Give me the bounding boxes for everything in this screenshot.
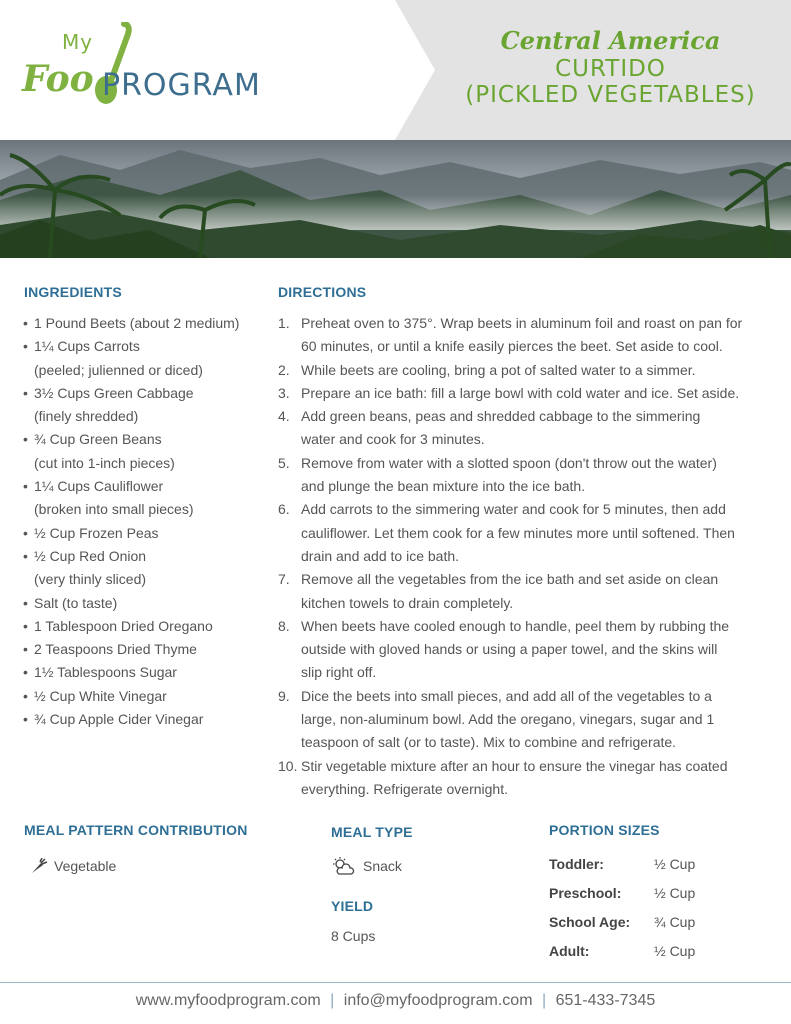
step-text: cauliflower. Let them cook for a few minutes more until softened. Then: [301, 524, 735, 541]
direction-step: [278, 359, 778, 382]
step-text: 60 minutes, or until a knife easily pierces the beet. Set aside to cool.: [301, 338, 723, 355]
step-number: 2.: [278, 361, 290, 378]
step-number: 6.: [278, 501, 290, 518]
logo-food: Foo: [22, 58, 94, 100]
step-number: 1.: [278, 315, 290, 331]
step-number: 5.: [278, 454, 290, 471]
direction-step: [278, 568, 778, 615]
ingredient-note: (cut into 1-inch pieces): [34, 454, 175, 471]
portion-sizes-heading: PORTION SIZES: [549, 822, 660, 838]
step-number: 8.: [278, 617, 290, 634]
header-chevron: [395, 0, 435, 140]
step-text: When beets have cooled enough to handle, peel them by rubbing the: [301, 617, 730, 634]
ingredient-item: [24, 592, 264, 615]
recipe-region: Central America: [500, 26, 721, 55]
direction-step: [278, 312, 778, 359]
recipe-title: [430, 26, 791, 108]
ingredient-text: 1 Pound Beets (about 2 medium): [34, 315, 240, 331]
step-text: slip right off.: [301, 664, 377, 681]
step-number: 4.: [278, 408, 290, 425]
ingredient-text: Salt (to taste): [34, 594, 118, 611]
ingredients-heading: INGREDIENTS: [24, 284, 122, 300]
step-number: 10.: [278, 757, 298, 774]
ingredient-text: 1¼ Cups Carrots: [34, 338, 140, 355]
direction-step: [278, 452, 778, 499]
portion-sizes-section: [549, 822, 779, 959]
page-footer: [0, 992, 791, 1010]
ingredient-text: ½ Cup Frozen Peas: [34, 524, 159, 541]
ingredient-item: [24, 335, 264, 382]
meal-type-item: [331, 856, 402, 876]
logo-my: My: [62, 30, 94, 54]
meal-pattern-section: [24, 822, 284, 874]
meal-pattern-label: Vegetable: [54, 858, 117, 874]
step-text: While beets are cooling, bring a pot of salted water to a simmer.: [301, 361, 696, 378]
step-text: Dice the beets into small pieces, and add all of the vegetables to a: [301, 687, 712, 704]
ingredient-text: 1¼ Cups Cauliflower: [34, 478, 164, 495]
ingredient-item: [24, 382, 264, 429]
direction-step: [278, 755, 778, 802]
bullet-icon: •: [23, 478, 28, 495]
direction-step: [278, 685, 778, 755]
bullet-icon: •: [23, 384, 28, 401]
directions-heading: DIRECTIONS: [278, 284, 367, 300]
phone-number[interactable]: 651-433-7345: [555, 992, 656, 1009]
step-number: 9.: [278, 687, 290, 704]
step-number: 7.: [278, 571, 290, 588]
ingredient-text: 3½ Cups Green Cabbage: [34, 384, 194, 401]
logo-program: PROGRAM: [102, 68, 261, 103]
ingredient-text: 2 Teaspoons Dried Thyme: [34, 641, 197, 658]
footer-separator: |: [330, 992, 335, 1009]
step-text: large, non-aluminum bowl. Add the oregano, vinegars, sugar and 1: [301, 711, 715, 728]
step-text: Preheat oven to 375°. Wrap beets in aluminum foil and roast on pan for: [301, 315, 743, 331]
portion-value: ¾ Cup: [654, 914, 696, 930]
portion-row: [549, 914, 695, 930]
ingredient-text: 1 Tablespoon Dried Oregano: [34, 617, 213, 634]
bullet-icon: •: [23, 431, 28, 448]
dish-name: CURTIDO: [555, 56, 666, 82]
yield-value: 8 Cups: [331, 928, 376, 944]
portion-label: School Age:: [549, 914, 631, 930]
bullet-icon: •: [23, 594, 28, 611]
step-text: Prepare an ice bath: fill a large bowl with cold water and ice. Set aside.: [301, 384, 740, 401]
ingredient-item: [24, 428, 264, 475]
bullet-icon: •: [23, 547, 28, 564]
step-text: Add green beans, peas and shredded cabbage to the simmering: [301, 408, 701, 425]
ingredient-text: ½ Cup Red Onion: [34, 547, 147, 564]
meal-pattern-item: [30, 858, 116, 874]
website-link[interactable]: www.myfoodprogram.com: [135, 992, 321, 1009]
direction-step: [278, 382, 778, 405]
portion-label: Toddler:: [549, 856, 604, 872]
bullet-icon: •: [23, 617, 28, 634]
ingredient-note: (peeled; julienned or diced): [34, 361, 203, 378]
sun-cloud-icon: [331, 856, 355, 876]
ingredient-item: [24, 661, 264, 684]
ingredient-item: [24, 638, 264, 661]
carrot-icon: [30, 858, 48, 874]
direction-step: [278, 498, 778, 568]
ingredient-text: ¾ Cup Apple Cider Vinegar: [34, 711, 204, 728]
ingredient-text: ½ Cup White Vinegar: [34, 687, 167, 704]
direction-step: [278, 405, 778, 452]
mountain-landscape-banner: [0, 140, 791, 258]
directions-list: [278, 312, 778, 801]
ingredients-section: [24, 284, 264, 731]
step-text: Remove all the vegetables from the ice bath and set aside on clean: [301, 571, 719, 588]
step-text: water and cook for 3 minutes.: [301, 431, 485, 448]
ingredient-item: [24, 685, 264, 708]
step-text: and plunge the bean mixture into the ice bath.: [301, 478, 586, 495]
step-text: drain and add to ice bath.: [301, 547, 460, 564]
ingredient-item: [24, 708, 264, 731]
bullet-icon: •: [23, 641, 28, 658]
meal-type-heading: MEAL TYPE: [331, 824, 413, 840]
ingredient-text: ¾ Cup Green Beans: [34, 431, 162, 448]
bullet-icon: •: [23, 687, 28, 704]
step-text: Stir vegetable mixture after an hour to ensure the vinegar has coated: [301, 757, 728, 774]
portion-row: [549, 885, 695, 901]
footer-separator: |: [541, 992, 547, 1009]
yield-section: [331, 898, 511, 944]
email-link[interactable]: info@myfoodprogram.com: [343, 992, 533, 1009]
yield-heading: YIELD: [331, 898, 374, 914]
ingredient-item: [24, 615, 264, 638]
portion-value: ½ Cup: [654, 856, 696, 872]
step-text: kitchen towels to drain completely.: [301, 594, 514, 611]
step-text: teaspoon of salt (or to taste). Mix to combine and refrigerate.: [301, 734, 677, 751]
dish-subtitle: (PICKLED VEGETABLES): [465, 82, 756, 108]
portion-value: ½ Cup: [654, 885, 696, 901]
ingredient-note: (broken into small pieces): [34, 501, 194, 518]
ingredient-note: (finely shredded): [34, 408, 139, 425]
step-text: outside with gloved hands or using a paper towel, and the skins will: [301, 641, 718, 658]
bullet-icon: •: [23, 664, 28, 681]
step-text: Remove from water with a slotted spoon (don't throw out the water): [301, 454, 717, 471]
page-header: [0, 0, 791, 140]
directions-section: [278, 284, 778, 801]
portion-label: Adult:: [549, 943, 590, 959]
portion-row: [549, 856, 695, 872]
ingredient-item: [24, 475, 264, 522]
bullet-icon: •: [23, 315, 28, 331]
footer-divider: [0, 982, 791, 983]
meal-type-section: [331, 824, 511, 874]
my-food-program-logo[interactable]: [22, 22, 322, 112]
ingredient-item: [24, 312, 264, 335]
bullet-icon: •: [23, 338, 28, 355]
bullet-icon: •: [23, 524, 28, 541]
step-text: everything. Refrigerate overnight.: [301, 780, 508, 797]
ingredient-item: [24, 545, 264, 592]
meal-pattern-heading: MEAL PATTERN CONTRIBUTION: [24, 822, 248, 838]
ingredient-note: (very thinly sliced): [34, 571, 147, 588]
bullet-icon: •: [23, 711, 28, 728]
ingredient-item: [24, 522, 264, 545]
ingredients-list: [24, 312, 264, 731]
portion-row: [549, 943, 695, 959]
portion-value: ½ Cup: [654, 943, 696, 959]
step-number: 3.: [278, 384, 290, 401]
step-text: Add carrots to the simmering water and cook for 5 minutes, then add: [301, 501, 726, 518]
meal-type-label: Snack: [363, 858, 402, 874]
ingredient-text: 1½ Tablespoons Sugar: [34, 664, 177, 681]
portion-label: Preschool:: [549, 885, 622, 901]
direction-step: [278, 615, 778, 685]
